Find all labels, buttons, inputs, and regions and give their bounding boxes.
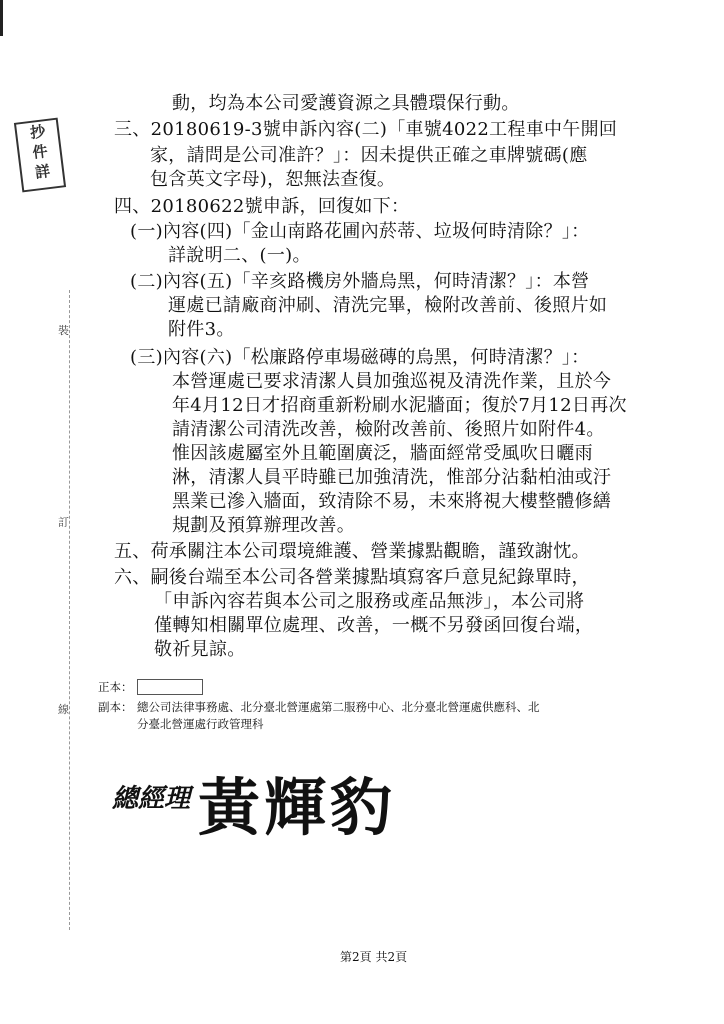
body-line: 敬祈見諒。 bbox=[154, 639, 246, 660]
body-line: 詳說明二、(一)。 bbox=[168, 245, 311, 266]
item-3-heading: 三、20180619-3號申訴內容(二)「車號4022工程車中午開回 bbox=[114, 119, 618, 140]
signature-title: 總經理 bbox=[112, 784, 191, 814]
body-line: 年4月12日才招商重新粉刷水泥牆面；復於7月12日再次 bbox=[172, 395, 627, 416]
body-line: 動，均為本公司愛護資源之具體環保行動。 bbox=[172, 93, 520, 114]
body-line: 惟因該處屬室外且範圍廣泛，牆面經常受風吹日曬雨 bbox=[172, 443, 593, 464]
body-line: 淋，清潔人員平時雖已加強清洗，惟部分沾黏柏油或汙 bbox=[172, 467, 612, 488]
copy-recipient-list: 總公司法律事務處、北分臺北營運處第二服務中心、北分臺北營運處供應科、北 bbox=[137, 700, 540, 714]
body-line: 僅轉知相關單位處理、改善，一概不另發函回復台端， bbox=[154, 615, 594, 636]
binding-char-zhuang: 裝 bbox=[58, 324, 69, 337]
copy-recipient-list-cont: 分臺北營運處行政管理科 bbox=[137, 717, 264, 731]
original-recipient-blank bbox=[137, 679, 203, 695]
original-recipient-label: 正本： bbox=[98, 680, 133, 694]
body-line: 家，請問是公司准許？」：因未提供正確之車牌號碼(應 bbox=[150, 145, 588, 166]
item-6-heading: 六、嗣後台端至本公司各營業據點填寫客戶意見紀錄單時， bbox=[114, 567, 590, 588]
stamp-char: 抄 bbox=[29, 122, 46, 142]
sub-item-2: (二)內容(五)「辛亥路機房外牆烏黑，何時清潔？」：本營 bbox=[130, 271, 590, 292]
binding-char-ding: 訂 bbox=[58, 516, 69, 529]
stamp-char: 詳 bbox=[34, 162, 51, 182]
binding-char-xian: 線 bbox=[58, 703, 69, 716]
body-line: 本營運處已要求清潔人員加強巡視及清洗作業，且於今 bbox=[172, 371, 612, 392]
page-edge-mark bbox=[0, 0, 3, 36]
sub-item-3: (三)內容(六)「松廉路停車場磁磚的烏黑，何時清潔？」： bbox=[130, 347, 590, 368]
body-line: 包含英文字母)，恕無法查復。 bbox=[150, 169, 396, 190]
signature-name: 黃輝豹 bbox=[198, 771, 397, 844]
body-line: 規劃及預算辦理改善。 bbox=[172, 515, 355, 536]
page-number: 第2頁 共2頁 bbox=[340, 950, 408, 964]
stamp-char: 件 bbox=[31, 142, 48, 162]
received-stamp bbox=[14, 118, 66, 193]
body-line: 運處已請廠商沖刷、清洗完畢，檢附改善前、後照片如 bbox=[168, 295, 608, 316]
body-line: 請清潔公司清洗改善，檢附改善前、後照片如附件4。 bbox=[172, 419, 605, 440]
body-line: 「申訴內容若與本公司之服務或產品無涉」，本公司將 bbox=[154, 591, 585, 612]
copy-recipient-label: 副本： bbox=[98, 700, 133, 714]
sub-item-1: (一)內容(四)「金山南路花圃內菸蒂、垃圾何時清除？」： bbox=[130, 221, 590, 242]
item-5-heading: 五、荷承關注本公司環境維護、營業據點觀瞻，謹致謝忱。 bbox=[114, 541, 590, 562]
body-line: 附件3。 bbox=[168, 319, 235, 340]
binding-line bbox=[69, 290, 70, 930]
item-4-heading: 四、20180622號申訴，回復如下： bbox=[114, 196, 410, 217]
body-line: 黑業已滲入牆面，致清除不易，未來將視大樓整體修繕 bbox=[172, 491, 612, 512]
